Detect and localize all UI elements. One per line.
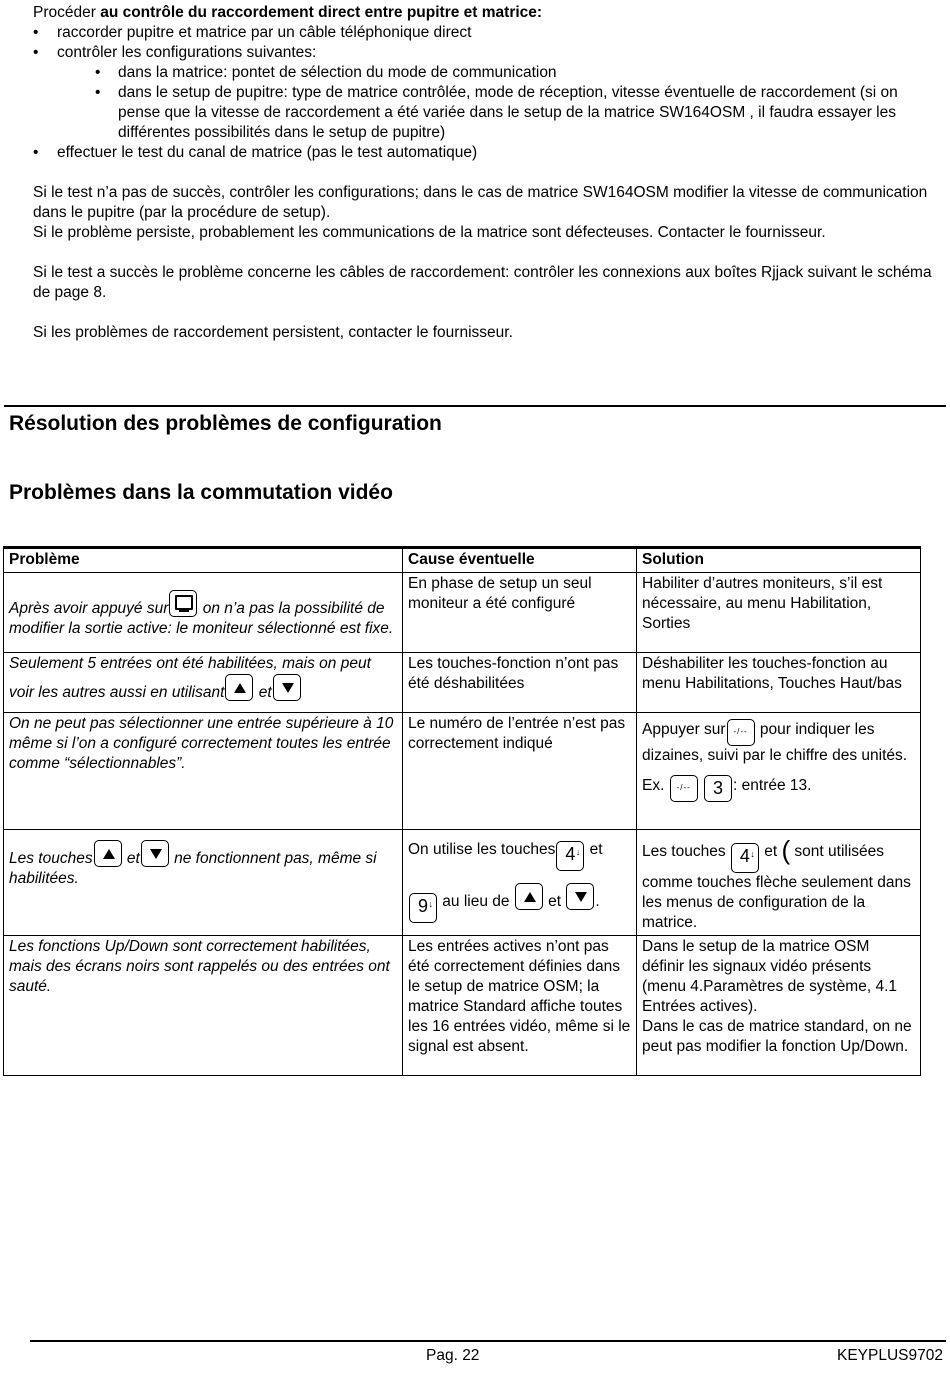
intro-paragraph: Procéder au contrôle du raccordement direct entre pupitre et matrice: xyxy=(33,4,543,21)
table-row xyxy=(4,830,921,936)
problem-cell: Après avoir appuyé sur on n’a pas la possibilité de modifier la sortie active: le moniteur sélectionné est fixe. xyxy=(4,573,403,653)
tens-key-icon: -/-- xyxy=(670,775,698,802)
table-header-row xyxy=(4,548,921,573)
sub-list-item: • dans le setup de pupitre: type de matrice contrôlée, mode de réception, vitesse éventuelle de raccordement (si on pense que la vitesse de raccordement a été variée dans le setup de la matrice SW164OSM , il faudra essayer les différentes possibilités dans le setup de pupitre) xyxy=(57,83,938,143)
page-number: Pag. 22 xyxy=(426,1347,480,1364)
solution-cell: Habiliter d’autres moniteurs, s’il est nécessaire, au menu Habilitation, Sorties xyxy=(637,573,921,653)
header-solution: Solution xyxy=(637,548,921,573)
solution-example: Ex. -/-- 3 : entrée 13. xyxy=(642,775,915,802)
list-item: • raccorder pupitre et matrice par un câble téléphonique direct xyxy=(33,23,938,43)
up-arrow-key-icon xyxy=(94,840,122,867)
problem-cell: Les touches et ne fonctionnent pas, même si habilitées. xyxy=(4,830,403,936)
document-model: KEYPLUS9702 xyxy=(837,1347,943,1364)
section-title: Résolution des problèmes de configuration xyxy=(9,412,442,435)
header-cause: Cause éventuelle xyxy=(403,548,637,573)
cause-cell: On utilise les touches 4 ↓ et 9 ↓ au lieu de et . xyxy=(403,830,637,936)
digit-4-key-icon: 4 ↓ xyxy=(556,841,584,871)
down-arrow-key-icon xyxy=(273,674,301,701)
success-paragraph: Si le test a succès le problème concerne les câbles de raccordement: contrôler les connexions aux boîtes Rjjack suivant le schéma de page 8. xyxy=(33,264,932,301)
table-row xyxy=(4,573,921,653)
list-item: • contrôler les configurations suivantes: • dans la matrice: pontet de sélection du mode de communication • dans le setup de pupitre: type de matrice contrôlée, mode de réception, vitesse éventuelle de raccordement (si on pense que la vitesse de raccordement a été variée dans le setup de la matrice SW164OSM , il faudra essayer les différentes possibilités dans le setup de pupitre) xyxy=(33,43,938,143)
sub-list-item: • dans la matrice: pontet de sélection du mode de communication xyxy=(57,63,938,83)
partial-key-icon: ( xyxy=(781,835,791,865)
up-arrow-key-icon xyxy=(225,674,253,701)
solution-cell: Dans le setup de la matrice OSM définir les signaux vidéo présents (menu 4.Paramètres de système, 4.1 Entrées actives). Dans le cas de matrice standard, on ne peut pas modifier la fonction Up/Down. xyxy=(637,936,921,1076)
intro-bold: au contrôle du raccordement direct entre pupitre et matrice: xyxy=(100,4,543,21)
digit-4-key-icon: 4 ↓ xyxy=(731,843,759,873)
solution-text: Appuyer sur -/-- pour indiquer les dizaines, suivi par le chiffre des unités. xyxy=(642,721,908,764)
cause-cell: Les entrées actives n’ont pas été correctement définies dans le setup de matrice OSM; la matrice Standard affiche toutes les 16 entrées vidéo, même si le signal est absent. xyxy=(403,936,637,1076)
intro-section xyxy=(33,3,938,343)
header-problem: Problème xyxy=(4,548,403,573)
section-divider xyxy=(4,405,946,407)
fail-paragraph: Si le test n’a pas de succès, contrôler les configurations; dans le cas de matrice SW164OSM modifier la vitesse de communication dans le pupitre (par la procédure de setup). xyxy=(33,184,928,221)
up-arrow-key-icon xyxy=(515,883,543,910)
persist-paragraph: Si les problèmes de raccordement persistent, contacter le fournisseur. xyxy=(33,324,513,341)
cause-cell: Le numéro de l’entrée n’est pas correctement indiqué xyxy=(403,713,637,830)
tens-key-icon: -/-- xyxy=(727,719,755,746)
fail-paragraph-2: Si le problème persiste, probablement les communications de la matrice sont défecteuses. Contacter le fournisseur. xyxy=(33,224,826,241)
cause-cell: En phase de setup un seul moniteur a été configuré xyxy=(403,573,637,653)
problem-cell: Les fonctions Up/Down sont correctement habilitées, mais des écrans noirs sont rappelés ou des entrées ont sauté. xyxy=(4,936,403,1076)
table-row xyxy=(4,653,921,713)
cause-cell: Les touches-fonction n’ont pas été déshabilitées xyxy=(403,653,637,713)
problem-cell: On ne peut pas sélectionner une entrée supérieure à 10 même si l’on a configuré correctement toutes les entrée comme “sélectionnables”. xyxy=(4,713,403,830)
table-row xyxy=(4,713,921,830)
list-item: • effectuer le test du canal de matrice (pas le test automatique) xyxy=(33,143,938,163)
table-row xyxy=(4,936,921,1076)
down-arrow-key-icon xyxy=(566,883,594,910)
solution-cell xyxy=(637,713,921,830)
digit-3-key-icon: 3 xyxy=(704,775,732,802)
problem-cell: Seulement 5 entrées ont été habilitées, mais on peut voir les autres aussi en utilisant et xyxy=(4,653,403,713)
digit-9-key-icon: 9 ↓ xyxy=(409,893,437,923)
solution-cell: Déshabiliter les touches-fonction au menu Habilitations, Touches Haut/bas xyxy=(637,653,921,713)
problems-table xyxy=(3,546,921,1076)
sub-list xyxy=(57,63,938,143)
monitor-key-icon xyxy=(169,590,197,617)
intro-list xyxy=(33,23,938,163)
solution-cell: Les touches 4 ↓ et ( sont utilisées comme touches flèche seulement dans les menus de configuration de la matrice. xyxy=(637,830,921,936)
subsection-title: Problèmes dans la commutation vidéo xyxy=(9,481,393,504)
footer-divider xyxy=(30,1340,946,1342)
down-arrow-key-icon xyxy=(141,840,169,867)
